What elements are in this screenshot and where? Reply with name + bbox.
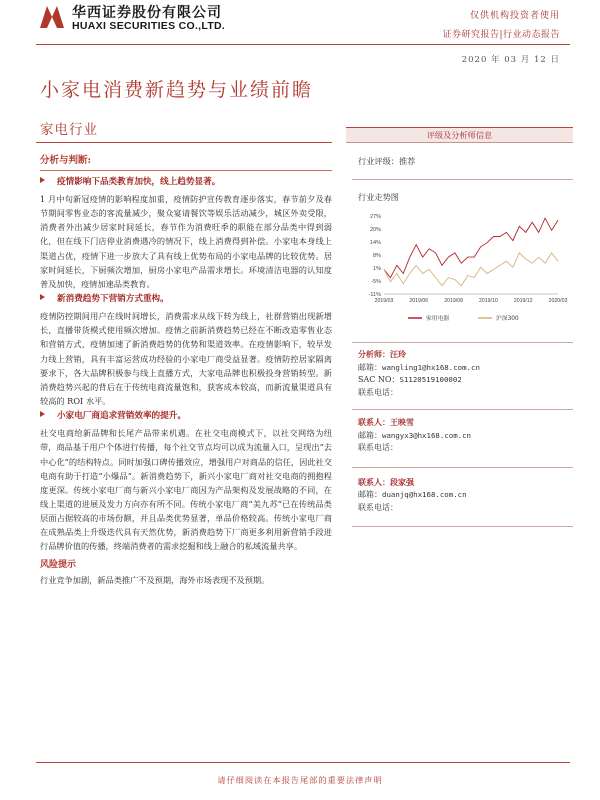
rating-row xyxy=(346,156,573,168)
point-3-text: 社交电商给新品牌和长尾产品带来机遇。在社交电商模式下，以社交网络为纽带，商品基于用户个体进行传播，每个社交节点均可以成为流量入口，呈现出“去中心化”的结构特点。同时加强口碑传播效应，增强用户对商品的信任，因此社交电商有助于打造“小爆品”。新消费趋势下，新兴小家电厂商对社交电商的拥抱程度更深。传统小家电厂商与新兴小家电厂商因为产品架构及发展战略的不同，在线上渠道的进展及发力方向亦有所不同。传统小家电厂商“美九苏”已在传统品类层面占据较高的市场份额，并且品类优势显著，单品价格较高。传统小家电厂商在成熟品类上升级迭代具有天然优势，新消费趋势下厂商更多利用新营销手段进行品牌价值的传播，终端消费者的需求挖掘和线上融合的私域流量共享。 xyxy=(40,428,332,552)
section-divider xyxy=(36,142,332,143)
analyst-email[interactable]: wangling1@hx168.com.cn xyxy=(382,362,480,372)
point-1-heading: 疫情影响下品类教育加快，线上趋势显著。 xyxy=(40,176,332,189)
rating-value: 推荐 xyxy=(398,156,416,166)
audience-notice: 仅供机构投资者使用 xyxy=(469,11,560,21)
x-tick-label: 2019/10 xyxy=(479,298,498,304)
sidebar-divider xyxy=(352,409,573,410)
point-3-heading: 小家电厂商追求营销效率的提升。 xyxy=(40,410,332,423)
header-divider xyxy=(36,44,570,45)
report-date: 2020 年 03 月 12 日 xyxy=(461,55,560,65)
sidebar-heading: 评级及分析师信息 xyxy=(346,127,573,143)
sidebar-divider xyxy=(352,179,573,180)
x-tick-label: 2019/06 xyxy=(409,298,429,304)
company-logo-icon xyxy=(38,4,66,30)
y-tick-label: 14% xyxy=(369,240,381,246)
sidebar-divider xyxy=(352,526,573,527)
legend-label: 家用电器 xyxy=(426,316,450,322)
series-line-1 xyxy=(384,218,558,278)
y-tick-label: 8% xyxy=(373,253,381,259)
x-tick-label: 2019/08 xyxy=(444,298,463,304)
sidebar xyxy=(346,127,573,527)
analysis-column xyxy=(40,151,332,589)
point-1-text: 1 月中旬新冠疫情的影响程度加重，疫情防护宣传教育逐步落实，春节前夕及春节期间零售业态的客流量减少，聚众宴请餐饮等娱乐活动减少，城区外卖受限，消费者外出减少居家时间延长，春节作为消费旺季的职能在部分品类中得到弱化，但在线下门店停业消费遇冷的情况下，线上消费得到补偿。小家电本身线上渠道占优，疫情下进一步放大了具有线上优势布局的小家电品牌的比较优势。居家时间延长，下厨频次增加，厨房小家电产品需求增长。环境清洁电器的认知度普及加快，疫情加速品类教育。 xyxy=(40,194,332,289)
page-title: 小家电消费新趋势与业绩前瞻 xyxy=(40,79,314,101)
analyst-2: 联系人：王映雪 邮箱：wangyx3@hx168.com.cn 联系电话： xyxy=(358,417,471,452)
bullet-triangle-icon xyxy=(40,411,45,417)
y-tick-label: 1% xyxy=(373,266,381,272)
y-tick-label: 20% xyxy=(369,227,381,233)
bullet-triangle-icon xyxy=(40,177,45,183)
analysis-heading: 分析与判断: xyxy=(40,151,332,171)
risk-heading: 风险提示 xyxy=(40,559,77,570)
x-tick-label: 2019/03 xyxy=(374,298,394,304)
series-line-2 xyxy=(384,253,558,286)
rating-label: 行业评级： xyxy=(358,156,399,166)
sidebar-divider xyxy=(352,467,573,468)
sidebar-divider xyxy=(352,342,573,343)
section-title: 家电行业 xyxy=(40,122,98,138)
industry-trend-chart xyxy=(346,208,573,328)
legend-label: 沪深300 xyxy=(496,316,519,322)
analyst-1: 分析师：汪玲 邮箱：wangling1@hx168.com.cn SAC NO：S1120519100002 联系电话： xyxy=(358,349,480,397)
legal-footer: 请仔细阅读在本报告尾部的重要法律声明 xyxy=(217,775,383,785)
x-tick-label: 2020/03 xyxy=(548,298,568,304)
report-type: 证券研究报告|行业动态报告 xyxy=(442,30,560,40)
contact-email[interactable]: wangyx3@hx168.com.cn xyxy=(382,430,471,440)
x-tick-label: 2019/12 xyxy=(513,298,533,304)
company-name-cn: 华西证券股份有限公司 xyxy=(72,5,222,21)
footer-divider xyxy=(36,762,570,763)
company-name-en: HUAXI SECURITIES CO.,LTD. xyxy=(72,20,226,32)
analyst-3: 联系人：段家强 邮箱：duanjq@hx168.com.cn 联系电话： xyxy=(358,476,467,512)
y-tick-label: -5% xyxy=(371,279,381,285)
bullet-triangle-icon xyxy=(40,294,45,300)
risk-text: 行业竞争加剧，新品类推广不及预期，海外市场表现不及预期。 xyxy=(40,574,270,585)
contact-email[interactable]: duanjq@hx168.com.cn xyxy=(382,490,467,499)
trend-label: 行业走势图 xyxy=(358,192,399,202)
point-2-heading: 新消费趋势下营销方式重构。 xyxy=(40,293,332,306)
point-2-text: 疫情防控期间用户在线时间增长，消费需求从线下转为线上，社群营销出现新增长，直播带货模式使用频次增加。疫情之前新消费趋势已经在不断改造零售业态和营销方式，疫情加速了新消费趋势的优势和渠道效率。在疫情影响下，较早发力线上营销，具有丰富运营成功经验的小家电厂商受益显著。疫情防控居家隔离要求下，各大品牌积极参与线上直播方式，大家电品牌也积极投身营销转型。新消费趋势兴起的背后在于传统电商流量饱和，获客成本较高，而新流量渠道具有较高的 ROI 水平。 xyxy=(40,311,332,407)
y-tick-label: 27% xyxy=(369,214,381,220)
y-tick-label: -11% xyxy=(368,292,381,298)
